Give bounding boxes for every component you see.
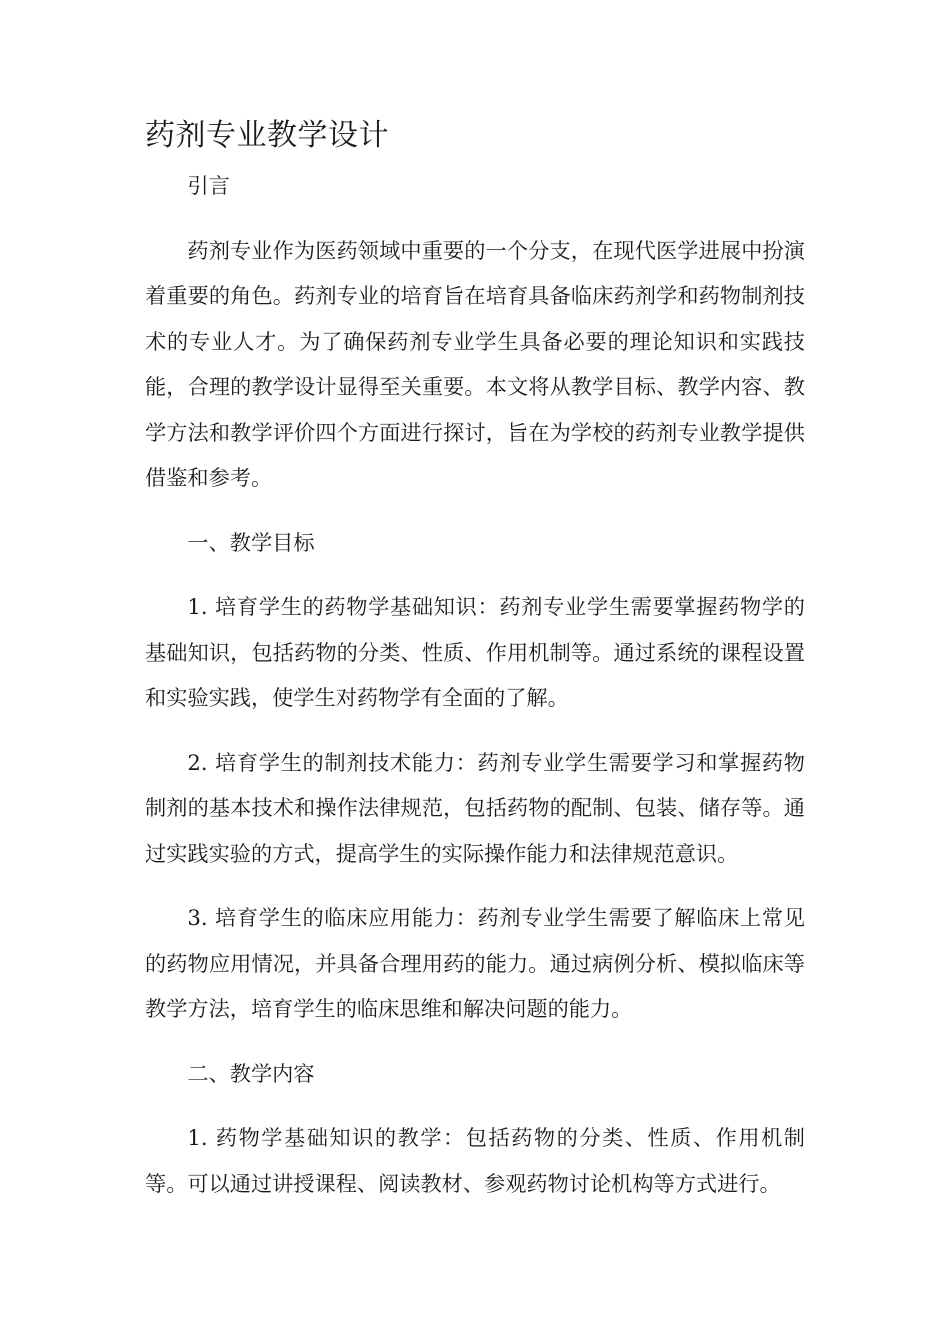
section-2-heading: 二、教学内容 [187,1060,315,1086]
section-1-item-3: 3. 培育学生的临床应用能力：药剂专业学生需要了解临床上常见的药物应用情况，并具备合理用药的能力。通过病例分析、模拟临床等教学方法，培育学生的临床思维和解决问题的能力。 [145,905,805,1021]
intro-heading: 引言 [187,173,230,198]
intro-paragraph: 药剂专业作为医药领域中重要的一个分支，在现代医学进展中扮演着重要的角色。药剂专业的培育旨在培育具备临床药剂学和药物制剂技术的专业人才。为了确保药剂专业学生具备必要的理论知识和实践技能，合理的教学设计显得至关重要。本文将从教学目标、教学内容、教学方法和教学评价四个方面进行探讨，旨在为学校的药剂专业教学提供借鉴和参考。 [145,237,805,490]
section-1-item-2: 2. 培育学生的制剂技术能力：药剂专业学生需要学习和掌握药物制剂的基本技术和操作法律规范，包括药物的配制、包装、储存等。通过实践实验的方式，提高学生的实际操作能力和法律规范意识。 [145,749,805,866]
document-title: 药剂专业教学设计 [145,118,389,153]
document-body [145,163,805,1225]
section-1-item-1: 1. 培育学生的药物学基础知识：药剂专业学生需要掌握药物学的基础知识，包括药物的分类、性质、作用机制等。通过系统的课程设置和实验实践，使学生对药物学有全面的了解。 [145,594,805,710]
section-2-item-1: 1. 药物学基础知识的教学：包括药物的分类、性质、作用机制等。可以通过讲授课程、阅读教材、参观药物讨论机构等方式进行。 [145,1125,805,1196]
section-1-heading: 一、教学目标 [187,529,315,555]
